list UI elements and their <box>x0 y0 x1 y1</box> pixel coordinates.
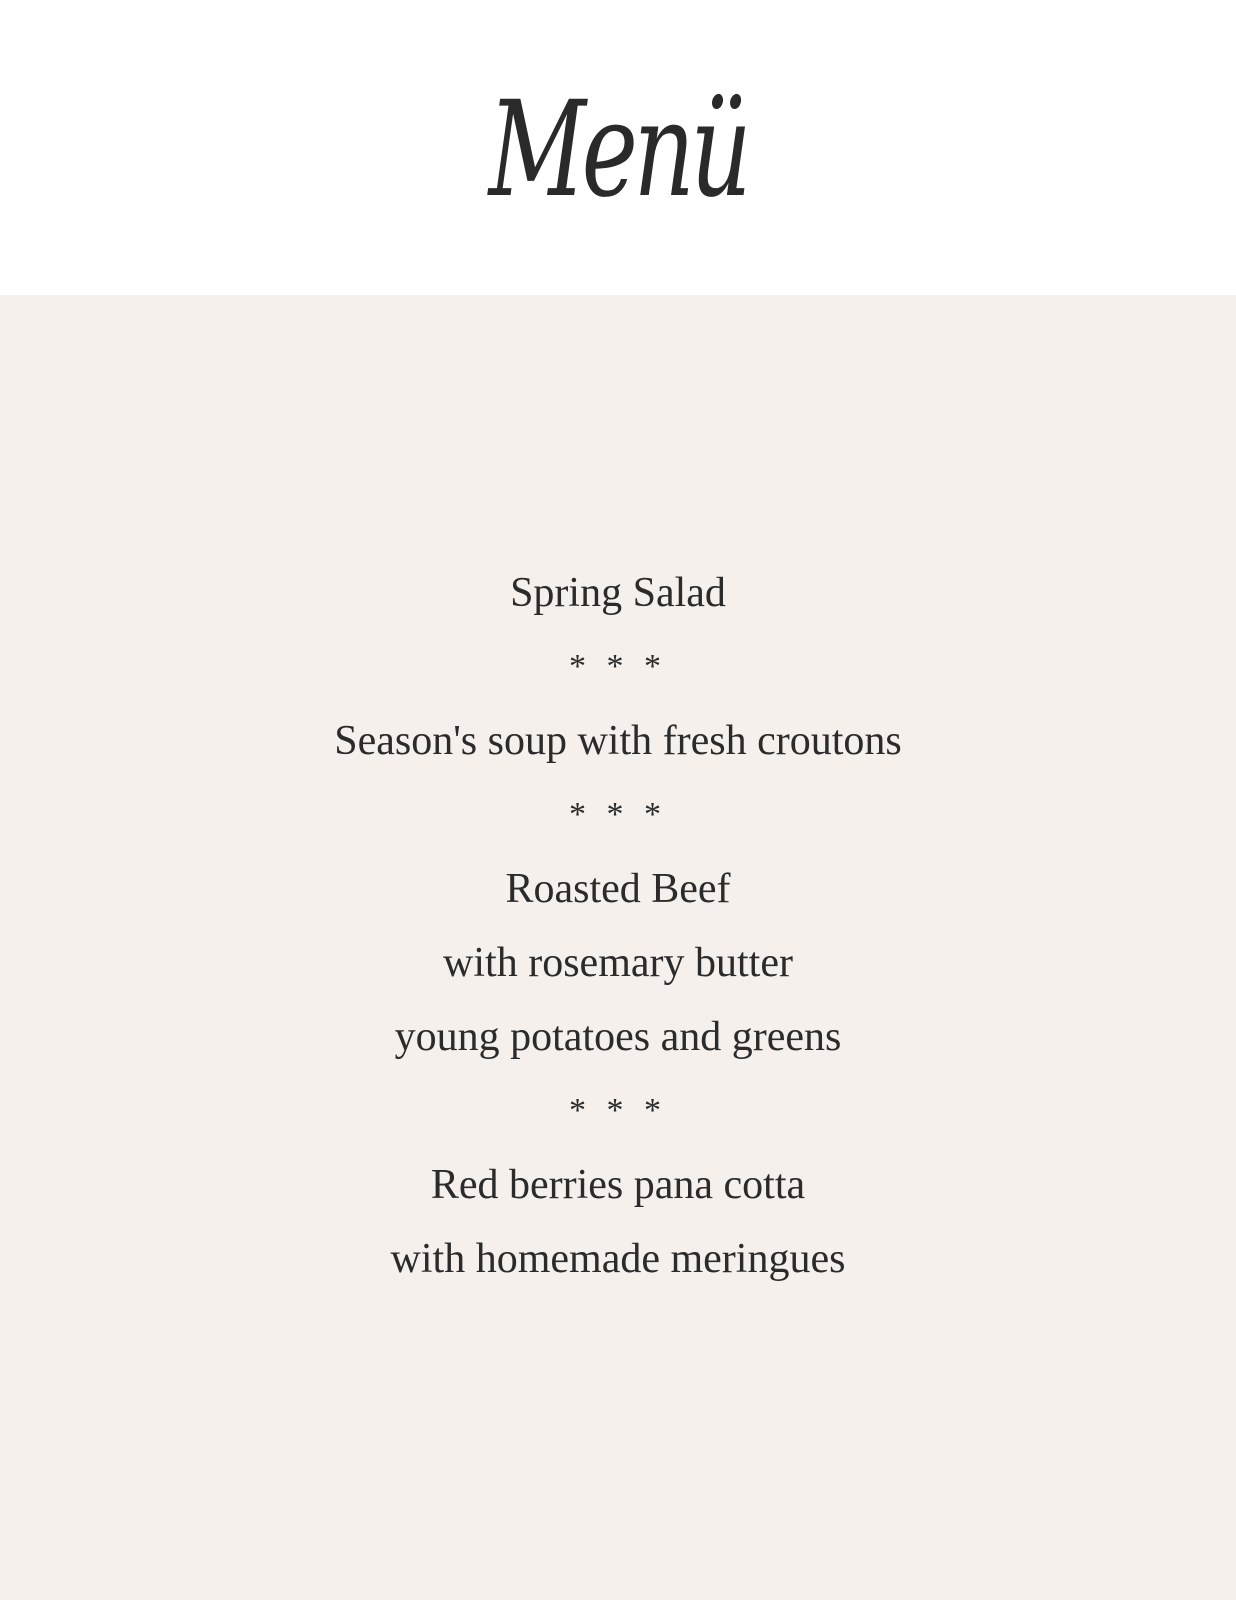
menu-separator: * * * <box>569 648 667 685</box>
menu-item-soup: Season's soup with fresh croutons <box>334 718 902 764</box>
menu-item-main-detail: young potatoes and greens <box>394 1014 842 1060</box>
menu-item-dessert: Red berries pana cotta <box>430 1162 806 1208</box>
menu-item-main: Roasted Beef <box>505 866 731 912</box>
menu-item-dessert-detail: with homemade meringues <box>390 1236 846 1282</box>
menu-separator: * * * <box>569 796 667 833</box>
menu-separator: * * * <box>569 1092 667 1129</box>
menu-item-starter: Spring Salad <box>510 570 726 616</box>
menu-list <box>0 556 1236 1296</box>
header <box>0 0 1236 295</box>
menu-item-main-detail: with rosemary butter <box>443 940 793 986</box>
page-title: Menü <box>488 73 748 227</box>
